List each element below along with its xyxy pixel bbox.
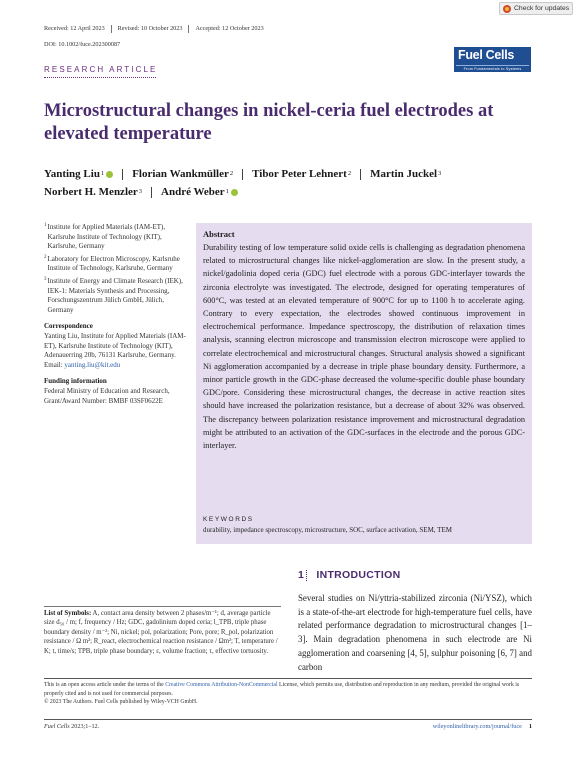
abstract-box: [196, 223, 532, 544]
author-row: [44, 183, 544, 201]
journal-logo-title: Fuel Cells: [458, 48, 515, 62]
affiliations-column: [44, 223, 189, 409]
abstract-text: Durability testing of low temperature solid oxide cells is challenging as degradation phenomena related to microstructural changes like nickel-agglomeration are slow. In the present study, a nickel/gadolinia doped ceria (GDC) fuel electrode with a porous GDC-interlayer towards the zirconia electrolyte was investigated. The electrode, designed for operating temperatures of 600°C, was tested at an elevated temperature of 900°C for up to 1100 h to accelerate aging. Contrary to every expectation, the electrodes showed continuous improvement in electrochemical performance. Impedance spectroscopy, the distribution of relaxation times analysis, scanning electron microscope and transmission electron microscope were applied to correlate electrochemical and microstructural changes. Structural analysis showed a significant Ni agglomeration accompanied by a decrease in triple phase boundary density. Furthermore, a minor particle growth in the GDC-phase decreased the volume-specific double phase boundary GDC/pore. Considering these microstructural changes, the decrease in active reaction sites should have increased the polarization resistance, but a decrease of about 32% was observed. The discrepancy between polarization resistance improvement and microstructural degradation might be attributed to an activation of the GDC-surfaces in the electrode and the porous GDC-interlayer.: [203, 243, 525, 451]
author-list: [44, 165, 544, 201]
funding-text: Federal Ministry of Education and Research, Grant/Award Number: BMBF 03SF0622E: [44, 386, 170, 405]
author[interactable]: Yanting Liu 1: [44, 165, 113, 183]
check-for-updates-button[interactable]: [499, 2, 573, 15]
correspondence-email: Email: yanting.liu@kit.edu: [44, 360, 121, 369]
symbols-label: List of Symbols:: [44, 610, 92, 617]
crossmark-icon: [503, 5, 511, 13]
accepted-date: Accepted: 12 October 2023: [195, 25, 264, 32]
author-separator: [360, 169, 361, 180]
correspondence-label: Correspondence: [44, 322, 93, 331]
abstract-heading: Abstract: [203, 229, 235, 239]
affiliation: 1 Institute for Applied Materials (IAM-ET), Karlsruhe Institute of Technology (KIT), Karlsruhe, Germany: [44, 223, 166, 251]
journal-url[interactable]: wileyonlinelibrary.com/journal/fuce: [432, 723, 522, 730]
affiliation: 3 Institute of Energy and Climate Research (IEK), IEK-1: Materials Synthesis and Processing, Forschungszentrum Jülich GmbH, Jülich, Germany: [44, 276, 183, 314]
copyright: © 2023 The Authors. Fuel Cells published by Wiley-VCH GmbH.: [44, 699, 198, 706]
orcid-icon[interactable]: [106, 171, 113, 178]
orcid-icon[interactable]: [231, 189, 238, 196]
introduction-heading: [298, 569, 532, 581]
author[interactable]: Florian Wankmüller 2: [132, 168, 234, 180]
funding-label: Funding information: [44, 377, 107, 386]
section-number: 1: [298, 569, 305, 581]
journal-logo-subtitle: From Fundamentals to Systems: [456, 65, 529, 71]
keywords-text: durability, impedance spectroscopy, microstructure, SOC, surface activation, SEM, TEM: [203, 526, 452, 534]
author-separator: [122, 169, 123, 180]
author-separator: [151, 187, 152, 198]
symbols-text: A, contact area density between 2 phases/m⁻¹; d, average particle size d₅₀ / m; f, frequency / Hz; GDC, gadolinium doped ceria; l_TPB, triple phase boundary density / m⁻²; Ni, nickel; pol, polarization; Pore, pore; R_pol, polarization resistance / Ω m²; R_react, electrochemical reaction resistance / Ωm²; T, temperature / K; t, time/s; TPB, triple phase boundary; ε, volume fraction; τ, effective tortuosity.: [44, 610, 278, 655]
author[interactable]: André Weber 1: [161, 183, 238, 201]
revised-date: Revised: 10 October 2023: [117, 25, 183, 32]
correspondence-text: Yanting Liu, Institute for Applied Materials (IAM-ET), Karlsruhe Institute of Technology (KIT), Adenauerring 20b, 76131 Karlsruhe, Germany.: [44, 331, 186, 360]
author[interactable]: Norbert H. Menzler 3: [44, 186, 143, 198]
page-footer: [44, 719, 532, 730]
email-link[interactable]: yanting.liu@kit.edu: [64, 360, 121, 369]
article-dates: [44, 25, 264, 33]
list-of-symbols: [44, 606, 281, 656]
footer-right: [433, 723, 532, 730]
author[interactable]: Tibor Peter Lehnert 2: [252, 168, 352, 180]
journal-logo: [454, 47, 531, 72]
divider: [111, 25, 112, 33]
page-number: 1: [528, 723, 532, 730]
divider: [188, 25, 189, 33]
journal-citation: Fuel Cells 2023;1–12.: [44, 723, 100, 730]
check-for-updates-label: Check for updates: [514, 5, 570, 12]
received-date: Received: 12 April 2023: [44, 25, 105, 32]
author[interactable]: Martin Juckel 3: [370, 168, 442, 180]
section-title: INTRODUCTION: [316, 569, 401, 581]
keywords-heading: KEYWORDS: [203, 516, 254, 523]
article-type-underline: [44, 77, 156, 78]
paper-title: Microstructural changes in nickel-ceria fuel electrodes at elevated temperature: [44, 101, 494, 144]
author-row: [44, 165, 544, 183]
section-divider: [306, 570, 307, 581]
article-type: RESEARCH ARTICLE: [44, 65, 158, 74]
author-separator: [242, 169, 243, 180]
license-notice: This is an open access article under the terms of the Creative Commons Attribution-NonCommercial License, which permits use, distribution and reproduction in any medium, provided the original work is properly cited and is not used for commercial purposes. © 2023 The Authors. Fuel Cells published by Wiley-VCH GmbH.: [44, 678, 532, 707]
doi[interactable]: DOI: 10.1002/fuce.202300087: [44, 41, 121, 48]
license-link[interactable]: Creative Commons Attribution-NonCommercial: [165, 682, 278, 688]
introduction-text: Several studies on Ni/yttria-stabilized zirconia (Ni/YSZ), which is a state-of-the-art electrode for high-temperature fuel cells, have related performance degradation to microstructural changes [1–3]. Main degradation phenomena in such electrode are Ni agglomeration and coarsening [4, 5], sulphur poisoning [6, 7] and carbon: [298, 593, 532, 672]
affiliation: 2 Laboratory for Electron Microscopy, Karlsruhe Institute of Technology, Karlsruhe, Germany: [44, 254, 180, 273]
